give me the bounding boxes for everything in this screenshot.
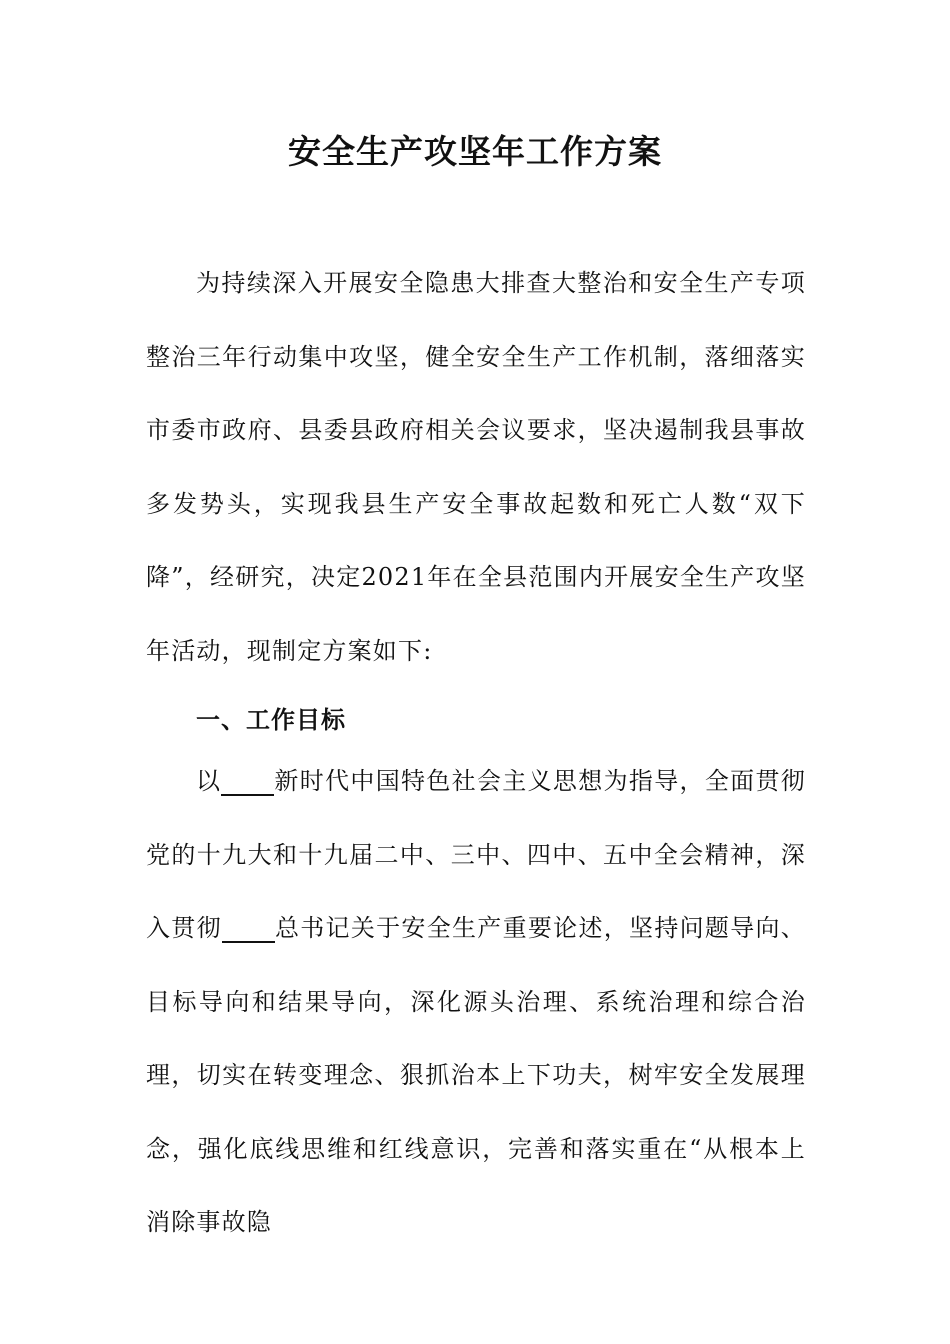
- section-heading-work-goals: 一、工作目标: [196, 706, 346, 734]
- intro-paragraph: 为持续深入开展安全隐患大排查大整治和安全生产专项整治三年行动集中攻坚，健全安全生产工作机制，落细落实市委市政府、县委县政府相关会议要求，坚决遏制我县事故多发势头，实现我县生产安全事故起数和死亡人数“双下降”，经研究，决定2021年在全县范围内开展安全生产攻坚年活动，现制定方案如下:: [146, 269, 806, 665]
- work-goals-paragraph: [146, 745, 807, 1236]
- blank-underline: [222, 915, 275, 943]
- blank-underline: [221, 768, 274, 796]
- paragraph-text-part-1: 以: [196, 767, 222, 795]
- document-title: 安全生产攻坚年工作方案: [288, 132, 662, 171]
- paragraph-text-part-2: 新时代中国特色社会主义思想为指导，全面贯彻党的十九大和十九届二中、三中、四中、五中全会精神，深入贯彻: [146, 767, 807, 942]
- paragraph-text-part-3: 总书记关于安全生产重要论述，坚持问题导向、目标导向和结果导向，深化源头治理、系统治理和综合治理，切实在转变理念、狠抓治本上下功夫，树牢安全发展理念，强化底线思维和红线意识，完善和落实重在“从根本上消除事故隐: [146, 914, 807, 1236]
